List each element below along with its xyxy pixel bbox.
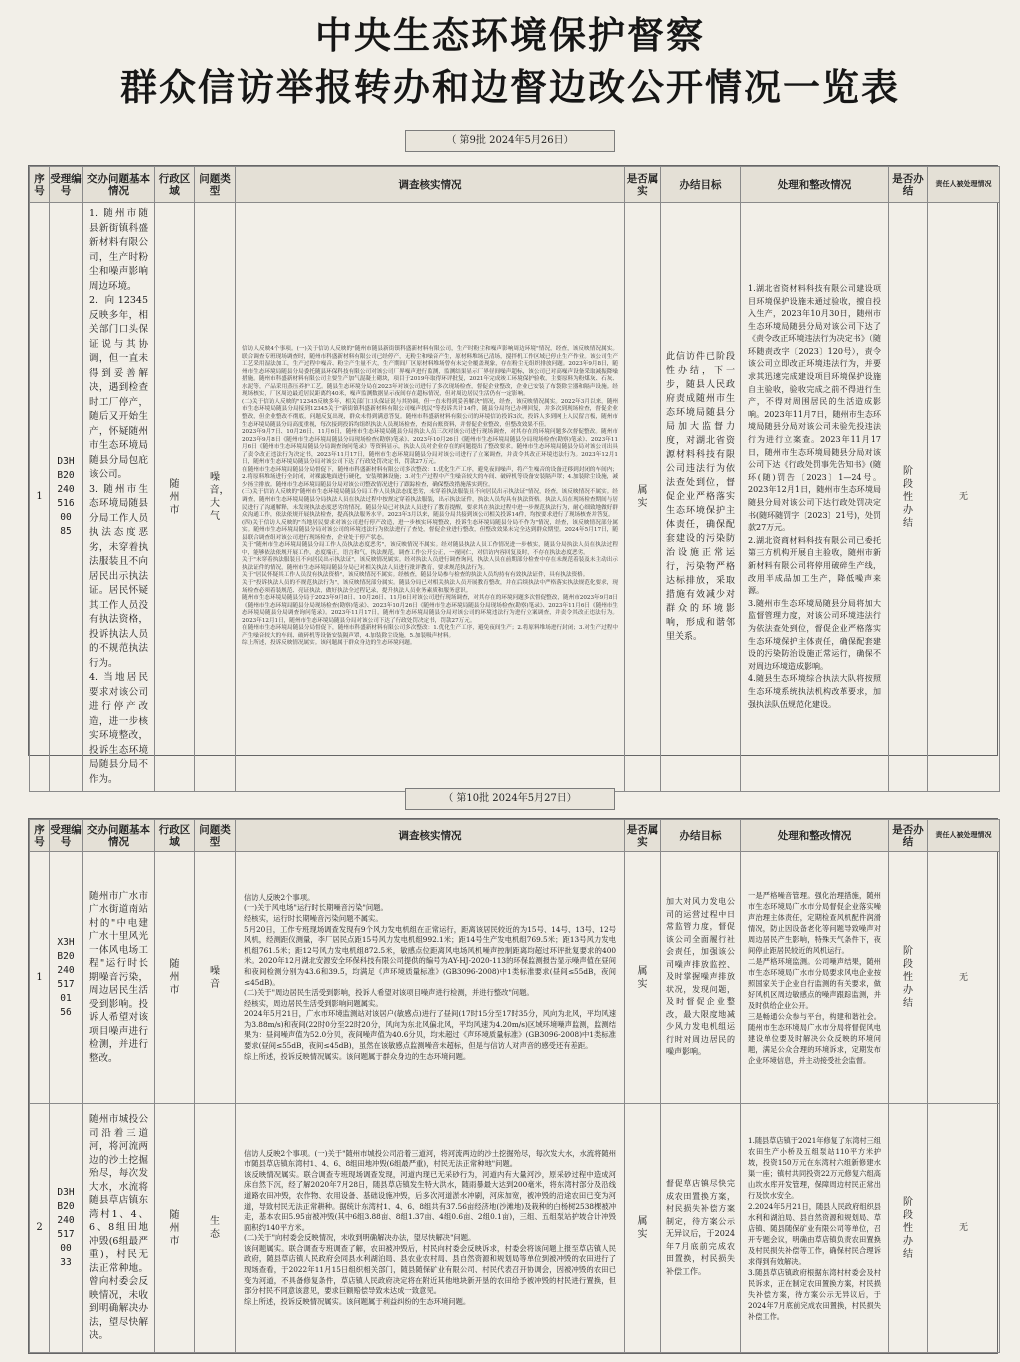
cell-done-text: 阶段性办结 (903, 465, 913, 529)
header-type: 问题类型 (195, 820, 236, 852)
cell-responsible: 无 (928, 203, 1000, 792)
cell-type-text: 噪音，大气 (209, 472, 230, 522)
cell-done-text: 阶段性办结 (903, 1196, 913, 1260)
cell-basic: 随州市广水市广水街道南站村的"中电建广水十里风光一体风电场工程"运行时长期噪音污染，周边居民生活受到影响。投诉人希望对该项目噪声进行检测，并进行整改。 (83, 852, 155, 1104)
cell-receipt-no: D3HB2024051700 33 (50, 1104, 83, 1353)
header-responsible: 责任人被处理情况 (928, 820, 1000, 852)
cell-receipt-no: D3HB2024051600 85 (50, 203, 83, 792)
header-done: 是否办结 (889, 167, 928, 203)
table-row (30, 203, 1000, 792)
cell-seq: 1 (30, 852, 50, 1104)
cell-type (195, 852, 236, 1104)
header-receipt-no: 受理编号 (50, 820, 83, 852)
header-investigation: 调查核实情况 (236, 167, 625, 203)
header-basic: 交办问题基本情况 (83, 820, 155, 852)
cell-region-text: 随州市 (169, 478, 180, 516)
cell-receipt-no: X3HB2024051701 56 (50, 852, 83, 1104)
cell-seq: 2 (30, 1104, 50, 1353)
header-is-true: 是否属实 (625, 167, 661, 203)
cell-responsible: 无 (928, 852, 1000, 1104)
cell-responsible: 无 (928, 1104, 1000, 1353)
page-title-line1: 中央生态环境保护督察 (315, 14, 705, 57)
header-rectify: 处理和整改情况 (741, 167, 889, 203)
cell-is-true (625, 1104, 661, 1353)
header-responsible: 责任人被处理情况 (928, 167, 1000, 203)
cell-type-text: 生态 (210, 1216, 220, 1240)
cell-is-true-text: 属实 (637, 485, 648, 509)
cell-target: 此信访件已阶段性办结，下一步，随县人民政府责成随州市生态环境局随县分局加大监督力度，对湖北省资源材料科技有限公司违法行为依法查处到位，督促企业严格落实生态环境保护主体责任，确保配套建设的污染防治设施正常运行，污染物严格达标排放，采取措施有效减少对群众的环境影响，形成和谐邻里关系。 (661, 203, 741, 792)
header-target: 办结目标 (661, 167, 741, 203)
cell-investigation: 信访人反映2个事项。 (一)关于风电场"运行时长期噪音污染"问题。 经核实，运行时长期噪音污染问题不属实。 5月20日，工作专班现场调查发现有9个风力发电机组在正常运行，距离该居民较近的为15号、14号、13号、12号风机，经测距仪测量，李厂居民点距15号风力发电机组992.1米；距14号生产发电机组769.5米；距13号风力发电机组761.5米；距12号风力发电机组872.5米，敏感点位距离风电场风机噪声控制距离均超过环评批复要求的400米。2020年12月湖北安源安全环保科技有限公司提供的编号为AY-HJ-2020-113的环保监测报告显示噪声值在昼间和夜间检测分别为43.6和39.5，均满足《声环境质量标准》(GB3096-2008)中1类标准要求(昼间≤55dB，夜间≤45dB)。 (二)关于"周边居民生活受到影响，投诉人希望对该项目噪声进行检测，并进行整改"问题。 经核实，周边居民生活受到影响问题属实。 2024年5月21日，广水市环境监测站对该居户(敏感点)进行了昼间(17时15分至17时35分，风向为北风，平均风速为3.88m/s)和夜间(22时0分至22时20分，风向为东北风偏北风，平均风速为4.20m/s)区域环境噪声监测，监测结果为：昼间噪声值为52.0分贝，夜间噪声值为40.6分贝，均未超过《声环境质量标准》(GB3096-2008)中1类标准要求(昼间≤55dB，夜间≤45dB)，虽然在该敏感点监测噪音未超标，但是与信访人对声音的感受还有差距。 综上所述，投诉反映情况属实。该问题属于群众身边的生态环境问题。 (236, 852, 625, 1104)
header-done: 是否办结 (889, 820, 928, 852)
batch-label: （ 第9批 2024年5月26日） (405, 130, 615, 152)
cell-basic: 随州市城投公司沿着三道河，将河流两边的沙土挖掘殆尽，每次发大水，水流将随县草店镇东湾村1、4、6、8组田地冲毁(6组最严重)，村民无法正常种地。曾向村委会反映情况，未收到明确解决办法，望尽快解决。 (83, 1104, 155, 1353)
cell-type (195, 1104, 236, 1353)
cell-rectify: 1.湖北省资材料科技有限公司建设项目环境保护设施未通过验收，擅自投入生产，2023年10月30日，随州市生态环境局随县分局对该公司下达了《责令改正环境违法行为决定书》（随环随责改字〔2023〕120号），责令该公司立即改正环境违法行为，并要求其迅速完成建设项目环境保护设施自主验收，验收完成之前不得进行生产，不得对周围居民的生活造成影响。2023年11月7日，随州市生态环境局随县分局对该公司未验先投违法行为进行立案查。2023年11月17日，随州市生态环境局随县分局对该公司下达《行政处罚事先告知书》(随环(随)罚告〔2023〕1—24号。2023年12月1日，随州市生态环境局随县分局对该公司下达行政处罚决定书(随环随罚字〔2023〕21号)，处罚款27万元。 2.湖北资商材料科技有限公司已委托第三方机构开展自主验收，随州市新新材料有限公司将停用破碎生产线，改用半成品加工生产，降低噪声来源。 3.随州市生态环境局随县分局将加大监督管理力度，对该公司环境违法行为依法查处到位，督促企业严格落实生态环境保护主体责任，确保配套建设的污染防治设施正常运行，确保不对周边环境造成影响。 4.随县生态环境综合执法大队将按照生态环境系统执法机构改革要求，加强执法队伍规范化建设。 (741, 203, 889, 792)
cell-region (155, 1104, 195, 1353)
cell-seq: 1 (30, 203, 50, 792)
header-region: 行政区域 (155, 167, 195, 203)
cell-done (889, 1104, 928, 1353)
table-header (30, 167, 1000, 203)
cell-target: 督促草店镇尽快完成农田置换方案，村民损失补偿方案制定，待方案公示无异议后，于2024年7月底前完成农田置换，村民损失补偿工作。 (661, 1104, 741, 1353)
cell-done (889, 203, 928, 792)
cell-done (889, 852, 928, 1104)
cell-is-true (625, 203, 661, 792)
cell-target: 加大对风力发电公司的运营过程中日常监管力度，督促该公司全面履行社会责任，加强该公司噪声排放监控、及时掌握噪声排放状况，发现问题，及时督促企业整改，最大限度地减少风力发电机组运行时对周边居民的噪声影响。 (661, 852, 741, 1104)
cell-investigation: 信访人反映2个事项。(一)关于"随州市城投公司沿着三道河，将河流两边的沙土挖掘殆尽，每次发大水，水流将随州市随县草店镇东湾村1、4、6、8组田地冲毁(6组最严重)，村民无法正常种地"问题。 该反映情况属实。联合调查专班现场调查发现，河道内现已无采砂行为，河道内有大量河沙，原采砂过程中造成河床自然下沉，经了解2020年7月28日，随县草店镇发生特大洪水，随雨暴最大达到200毫米，将东湾村部分及沿线道路农田冲毁，农作物、农用设备、基础设施冲毁，后多次河道淤水冲刷，河床加宽，被冲毁的沿途农田已变为河道，导致村民无法正常耕种。据统计东湾村1、4、6、8组共有37.56亩经济地(沙滩地)及栽种的白杨树2538棵被冲走，基本农田5.95亩被冲毁(其中6组3.88亩、8组1.37亩、4组0.6亩、2组0.1亩)，三组、五组泵站护坡合计冲毁面积约140平方米。 (二)关于"向村委会反映情况，未收到明确解决办法，望尽快解决"问题。 该问题属实。联合调查专班调查了解，农田被冲毁后，村民向村委会反映诉求，村委会将该问题上报至草店镇人民政府，随县草店镇人民政府会同县水利湖泊局、县农业农村局、县自然资源和规划局等单位到被冲毁的农田进行了现场查看，于2022年11月15日组织相关部门，随县随保矿业有限公司、村民代表召开协调会，因被冲毁的农田已变为河道，不具备修复条件，草店镇人民政府决定将在附近其他地块新开垦的农田给予被冲毁的村民进行置换，但部分村民不同意该意见，要求巨额赔偿导致未达成一致意见。 综上所述，投诉反映情况属实。该问题属于利益纠纷的生态环境问题。 (236, 1104, 625, 1353)
cell-region-text: 随州市 (169, 1209, 180, 1247)
cell-rectify: 一是严格噪音管理。强化治理措施，随州市生态环境局广水市分局督促企业落实噪声治理主体责任，定期检查风机配件润滑情况，防止因设备老化等问题导致噪声对周边居民产生影响，特殊天气条件下，夜间停止距居民较近的风机运行。 二是严格环境监测。公司噪声结果，随州市生态环境局广水市分局要求风电企业按照国家关于企业自行监测的有关要求，做好风机区周边敏感点的噪声跟踪监测，并及时供给企业公开。 三是畅通公众参与平台，构建和谐社会。随州市生态环境局广水市分局将督促风电建设单位要及时解决公众反映的环境问题，满足公众合理的环境诉求，定期发布企业环境信息，并主动接受社会监督。 (741, 852, 889, 1104)
header-target: 办结目标 (661, 820, 741, 852)
cell-rectify: 1.随县草店镇于2021年修复了东湾村三组农田生产小桥及五组泵站110平方米护坡，投资150万元在东湾村六组新修建水渠一座；镇村共同投资22万元修复六组高山坎水库开发管理，保障周边村民正常出行及饮水安全。 2.2024年5月21日，随县人民政府组织县水利和湖泊局、县自然资源和规划局、草店镇、随县随保矿业有限公司等单位，召开专题会议，明确由草店镇负责农田置换及村民损失补偿等工作，确保村民合理诉求得到有效解决。 3.随县草店镇政府根据东湾村村委会及村民诉求，正在制定农田置换方案，村民损失补偿方案，待方案公示无异议后，于2024年7月底前完成农田置换，村民损失补偿工作。 (741, 1104, 889, 1353)
header-seq: 序号 (30, 820, 50, 852)
cell-type-text: 噪音 (210, 965, 220, 990)
cell-is-true-text: 属实 (637, 1216, 648, 1240)
batch-label: （ 第10批 2024年5月27日） (405, 788, 615, 810)
cell-done-text: 阶段性办结 (903, 946, 913, 1009)
table-row (30, 1104, 1000, 1353)
header-seq: 序号 (30, 167, 50, 203)
cell-region (155, 852, 195, 1104)
header-rectify: 处理和整改情况 (741, 820, 889, 852)
table-header (30, 820, 1000, 852)
table-row (30, 852, 1000, 1104)
header-receipt-no: 受理编号 (50, 167, 83, 203)
page-title-line2: 群众信访举报转办和边督边改公开情况一览表 (120, 66, 900, 109)
batch-table-9 (28, 165, 998, 785)
cell-region (155, 203, 195, 792)
cell-investigation: 信访人反映4个事项。(一)关于信访人反映的"随州市随县新街镇科盛新材料有限公司，生产时粉尘和噪声影响周边环境"情况，经查，该反映情况属实。联合调查专班现场调查时，随州市科盛新材料有限公司已经停产，无粉尘和噪音产生，原材料堆场已清场，搅拌机工作区域已停止生产作业。该公司生产工艺采用湿法加工，生产过程中噪音、粉尘产生量不大，生产期间厂区原材料堆场曾有未完全覆盖现象，存在粉尘无组织排放问题。2023年9月8日，随州市生态环境局随县分局委托随县环保科技有限公司对该公司厂界噪声进行监测，监测结果显示厂界昼间噪声超标，该公司已对高噪声设备采取减振降噪措施。随州市科盛新材料有限公司主要生产加气混凝土砌块，项目于2019年取得环评批复，2021年完成竣工环境保护验收，主要原料为粉煤灰、石灰、水泥等，产品采用蒸压养护工艺。随县生态环境分局在2023年对该公司进行了多次现场检查，督促企业整改，企业已安装了布袋除尘器和隔声设施。经现场核实，厂区周边最近居民距离约40米，噪声监测数据显示夜间存在超标情况，但对周边居民生活仍有一定影响。 (二)关于信访人反映的"12345反映多年，相关部门口头保证说与其协调，但一直未得到妥善解决"情况，经查，该反映情况属实。2022年3月以来，随州市生态环境局随县分局接到12345关于"新街镇科盛新材料有限公司噪声扰民"等投诉共计14件，随县分局均已办理回复，并多次到现场检查，督促企业整改，但企业整改不彻底，问题反复出现，群众未得到满意答复。随州市科盛新材料有限公司的环境信访投诉3次，投诉人多到网上人民留言板，随州市生态环境局随县分局高度重视，每次接到投诉均组织执法人员现场检查，查阅台账资料，并督促企业整改，但整改效果不佳。 2023年9月7日、10月26日、11月6日，随州市生态环境局随县分局执法人员三次对该公司进行现场调查，对其存在的环境问题多次督促整改。随州市2023年9月8日《随州市生态环境局随县分局现场检查(勘察)笔录》、2023年10月26日《随州市生态环境局随县分局现场检查(勘察)笔录》、2023年11月6日《随州市生态环境局随县分局调查询问笔录》等资料显示，执法人员对企业存在的问题提出了整改要求。随州市生态环境局随县分局对该公司出具了责令改正违法行为决定书，2023年11月17日，随州市生态环境局随县分局对该公司进行了立案调查，并责令其改正环境违法行为。2023年12月1日，随州市生态环境局随县分局对该公司下达了行政处罚决定书，罚款27万元。 在随州市生态环境局随县分局督促下，随州市科盛新材料有限公司多次整改：1.优化生产工序，避免夜间噪声，将产生噪音的设备迁移到封闭的车间内；2.将原料堆场进行全封闭，对裸露地面进行硬化，安装喷淋设施；3.对生产过程中产生噪音较大的车间、破碎机等设备安装隔声罩；4.加装除尘设施，减少扬尘排放。随州市生态环境局随县分局对该公司整改情况进行了跟踪检查，确保整改措施落实到位。 (三)关于信访人反映的"随州市生态环境局随县分局工作人员执法态度恶劣，未穿着执法服装且不向居民出示执法证"情况，经查，该反映情况不属实。经调查，随州市生态环境局随县分局执法人员在执法过程中按规定穿着执法服装，出示执法证件，执法人员均具有执法资格。执法人员在现场检查期间与居民进行了沟通解释，未发现执法态度恶劣的情况。随县分局已对执法人员进行了教育提醒，要求其在执法过程中进一步规范执法行为，耐心细致地做好群众沟通工作，依法依规开展执法检查，提高执法服务水平。2023年3月以来，随县分局共接到该公司相关投诉14件，均按要求进行了现场核查并答复。 (四)关于信访人反映的"当地居民要求对该公司进行停产改造，进一步核实环境整改，投诉生态环境局随县分局不作为"情况，经查，该反映情况部分属实。随州市生态环境局随县分局对该公司的环境违法行为依法进行了查处，督促企业进行整改，但整改效果未完全达到群众期望。2024年5月17日，随县联合调查组对该公司进行现场检查，企业处于停产状态。 关于"随州市生态环境局随县分局工作人员执法态度恶劣"，该反映情况不属实。经对随县执法人员工作情况进一步核实，随县分局执法人员在执法过程中，能够依法依规开展工作，态度端正，语言和气，执法规范，调查工作公开公正，一视同仁，对信访内容回复及时，不存在执法态度恶劣。 关于"未穿着执法服装且不向居民出示执法证"，该反映情况属实。经对执法人员进行调查询问，执法人员在前期部分检查中存在未规范着装及未主动出示执法证件的情况，随州市生态环境局随县分局已对相关执法人员进行批评教育，要求规范执法行为。 关于"居民怀疑其工作人员没有执法资格"，该反映情况不属实。经核查，随县分局参与检查的执法人员均持有有效执法证件，具有执法资格。 关于"投诉执法人员的不规范执法行为"，该反映情况部分属实。随县分局已对相关执法人员开展教育整改，并在后续执法中严格落实执法规范化要求，现场检查必须着装规范、亮证执法，做好执法全过程记录，提升执法人员业务素质和服务意识。 随州市生态环境局随县分局于2023年9月8日、10月26日、11月6日对该公司进行现场调查，对其存在的环境问题多次督促整改，随州市2023年9月8日《随州市生态环境局随县分局现场检查(勘察)笔录》、2023年10月26日《随州市生态环境局随县分局现场检查(勘察)笔录》、2023年11月6日《随州市生态环境局随县分局调查询问笔录》。2023年11月17日，随州市生态环境局随县分局对该公司的环境违法行为进行立案调查，并责令其改正违法行为。2023年12月1日，随州市生态环境局随县分局对该公司下达了行政处罚决定书，罚款27万元。 在随州市生态环境局随县分局督促下，随州市科盛新材料有限公司多次整改：1.优化生产工序，避免夜间生产；2.将原料堆场进行封闭；3.对生产过程中产生噪音较大的车间、破碎机等设备安装隔声罩，4.加装除尘设施，5.加装吸声材料。 综上所述，投诉反映情况属实。该问题属于群众身边的生态环境问题。 (236, 203, 625, 792)
header-region: 行政区域 (155, 820, 195, 852)
batch-table-10 (28, 818, 998, 1354)
cell-basic: 1. 随州市随县新街镇科盛新材料有限公司，生产时粉尘和噪声影响周边环境。 2. 向12345反映多年，相关部门口头保证说与其协调，但一直未得到妥善解决，遇到检查时工厂停产，随后又开始生产，怀疑随州市生态环境局随县分局包庇该公司。 3. 随州市生态环境局随县分局工作人员执法态度恶劣，未穿着执法服装且不向居民出示执法证。居民怀疑其工作人员没有执法资格，投诉执法人员的不规范执法行为。 4. 当地居民要求对该公司进行停产改造，进一步核实环境整改，投诉生态环境局随县分局不作为。 (83, 203, 155, 792)
cell-region-text: 随州市 (169, 959, 180, 996)
cell-type (195, 203, 236, 792)
header-type: 问题类型 (195, 167, 236, 203)
header-investigation: 调查核实情况 (236, 820, 625, 852)
header-basic: 交办问题基本情况 (83, 167, 155, 203)
cell-is-true-text: 属实 (637, 965, 648, 990)
cell-is-true (625, 852, 661, 1104)
header-is-true: 是否属实 (625, 820, 661, 852)
